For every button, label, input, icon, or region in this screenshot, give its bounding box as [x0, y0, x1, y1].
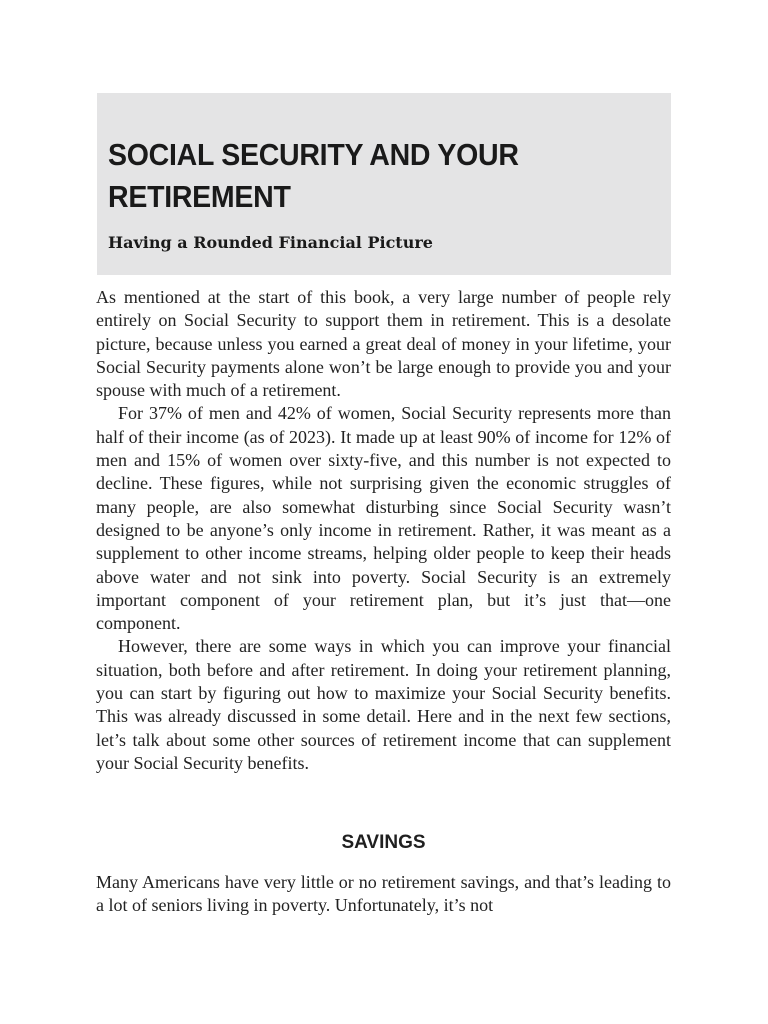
chapter-title: SOCIAL SECURITY AND YOUR RETIREMENT: [108, 137, 519, 214]
paragraph: Many Americans have very little or no retirement savings, and that’s leading to a lot of seniors living in poverty. Unfortunately, it’s not: [96, 872, 671, 916]
chapter-subtitle: Having a Rounded Financial Picture: [108, 233, 433, 252]
paragraph: For 37% of men and 42% of women, Social Security represents more than half of their income (as of 2023). It made up at least 90% of income for 12% of men and 15% of women over sixty-five, and this number is not expected to decline. These figures, while not surprising given the economic struggles of many people, are also somewhat disturbing since Social Security wasn’t designed to be anyone’s only income in retirement. Rather, it was meant as a supplement to other income streams, helping older people to keep their heads above water and not sink into poverty. Social Security is an extremely important component of your retirement plan, but it’s just that—one component.: [96, 403, 671, 634]
paragraph: However, there are some ways in which you can improve your financial situation, both before and after retirement. In doing your retirement planning, you can start by figuring out how to maximize your Social Security benefits. This was already discussed in some detail. Here and in the next few sections, let’s talk about some other sources of retirement income that can supplement your Social Security benefits.: [96, 636, 671, 773]
paragraph: As mentioned at the start of this book, a very large number of people rely entirely on Social Security to support them in retirement. This is a desolate picture, because unless you earned a great deal of money in your lifetime, your Social Security payments alone won’t be large enough to provide you and your spouse with much of a retirement.: [96, 287, 671, 401]
body-text: [96, 286, 671, 775]
chapter-header: [97, 93, 671, 275]
section-heading-savings: SAVINGS: [341, 832, 426, 853]
